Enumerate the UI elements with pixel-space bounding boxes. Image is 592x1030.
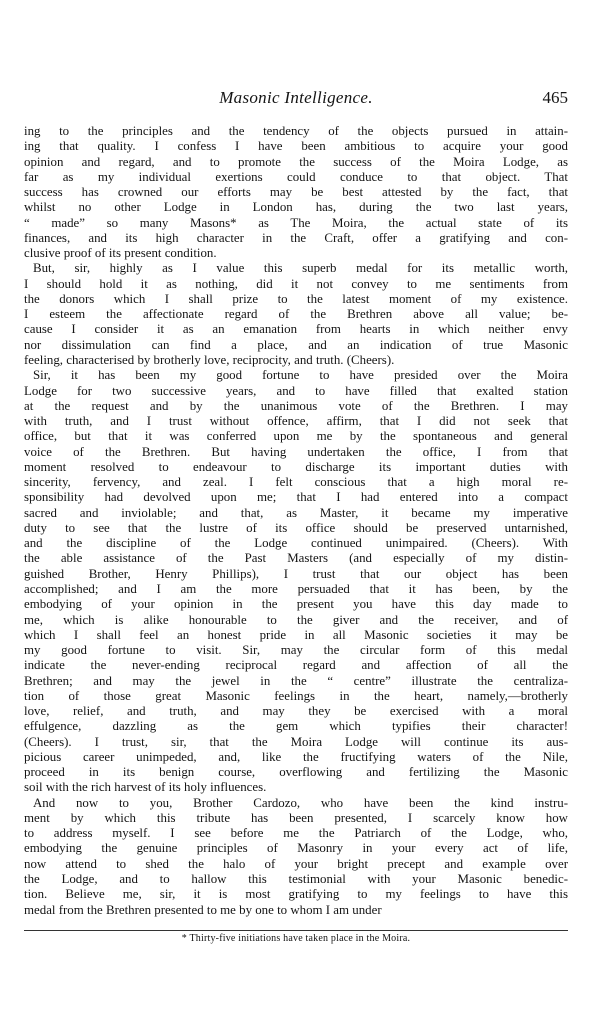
text-line: accomplished; and I am the more persuaded that it has been, by the [24, 581, 568, 596]
text-line: far as my individual exertions could conduce to that object. That [24, 169, 568, 184]
text-line: ing that quality. I confess I have been ambitious to acquire your good [24, 139, 568, 154]
paragraph [24, 261, 568, 368]
text-line: finances, and its high character in the Craft, offer a gratifying and con- [24, 230, 568, 245]
text-line: whilst no other Lodge in London has, during the two last years, [24, 200, 568, 215]
text-line: medal from the Brethren presented to me by one to whom I am under [24, 902, 382, 917]
text-line: (Cheers). I trust, sir, that the Moira Lodge will continue its aus- [24, 734, 568, 749]
text-line: embodying of your opinion in the present you have this day made to [24, 597, 568, 612]
text-line: Lodge for two successive years, and to have filled that exalted station [24, 383, 568, 398]
text-line: guished Brother, Henry Phillips), I trust that our object has been [24, 566, 568, 581]
text-line: But, sir, highly as I value this superb medal for its metallic worth, [33, 261, 568, 276]
text-line: voice of the Brethren. But having undertaken the office, I from that [24, 444, 568, 459]
paragraph [24, 124, 568, 261]
text-line: Sir, it has been my good fortune to have presided over the Moira [33, 368, 568, 383]
text-line: And now to you, Brother Cardozo, who have been the kind instru- [33, 795, 568, 810]
body-text [24, 124, 568, 918]
text-line: love, relief, and truth, and may they be exercised with a moral [24, 704, 568, 719]
text-line: soil with the rich harvest of its holy influences. [24, 780, 267, 795]
running-title: Masonic Intelligence. [219, 88, 373, 107]
paragraph [24, 368, 568, 795]
text-line: sponsibility had devolved upon me; that I had entered into a compact [24, 490, 568, 505]
text-line: feeling, characterised by brotherly love, reciprocity, and truth. (Cheers). [24, 352, 395, 367]
text-line: the Lodge, and to hallow this testimonial with your Masonic benedic- [24, 872, 568, 887]
text-line: success has crowned our efforts may be best attested by the fact, that [24, 185, 568, 200]
text-line: sincerity, fervency, and zeal. I felt conscious that a high moral re- [24, 475, 568, 490]
text-line: nor dissimulation can find a place, and an indication of true Masonic [24, 337, 568, 352]
footnote: * Thirty-five initiations have taken place in the Moira. [181, 933, 411, 944]
text-line: picious career unimpeded, and, like the fructifying waters of the Nile, [24, 749, 568, 764]
text-line: at the request and by the unanimous vote of the Brethren. I may [24, 398, 568, 413]
text-line: indicate the never-ending reciprocal regard and affection of all the [24, 658, 568, 673]
running-head [24, 88, 568, 112]
footnote-rule [24, 930, 568, 931]
text-line: moment resolved to endeavour to discharge its important duties with [24, 459, 568, 474]
text-line: sacred and inviolable; and that, as Master, it became my imperative [24, 505, 568, 520]
text-line: cause I consider it as an emanation from hearts in which neither envy [24, 322, 568, 337]
text-line: office, but that it was conferred upon me by the spontaneous and general [24, 429, 568, 444]
text-line: Brethren; and may the jewel in the “ centre” illustrate the centraliza- [24, 673, 568, 688]
text-line: clusive proof of its present condition. [24, 246, 217, 261]
text-line: with truth, and I trust without offence, affirm, that I did not seek that [24, 414, 568, 429]
text-line: which I shall feel an honest pride in all Masonic societies it may be [24, 627, 568, 642]
text-line: ment by which this tribute has been presented, I scarcely know how [24, 810, 568, 825]
text-line: ing to the principles and the tendency of the objects pursued in attain- [24, 124, 568, 138]
text-line: the able assistance of the Past Masters (and especially of my distin- [24, 551, 568, 566]
text-line: now attend to shed the halo of your bright precept and example over [24, 856, 568, 871]
text-line: I should hold it as nothing, did it not convey to me sentiments from [24, 276, 568, 291]
text-line: tion of those great Masonic feelings in the heart, namely,—brotherly [24, 688, 568, 703]
text-line: duty to see that the lustre of its office should be preserved untarnished, [24, 520, 568, 535]
text-line: the donors which I shall prize to the latest moment of my existence. [24, 291, 568, 306]
paragraph [24, 796, 568, 918]
text-line: proceed in its benign course, overflowing and fertilizing the Masonic [24, 765, 568, 780]
text-line: and the discipline of the Lodge continued unimpaired. (Cheers). With [24, 536, 568, 551]
text-line: tion. Believe me, sir, it is most gratifying to my feelings to have this [24, 887, 568, 902]
text-line: me, which is alike honourable to the giver and the receiver, and of [24, 612, 568, 627]
text-line: embodying the genuine principles of Masonry in your every act of life, [24, 841, 568, 856]
text-line: effulgence, dazzling as the gem which typifies their character! [24, 719, 568, 734]
text-line: “ made” so many Masons* as The Moira, the actual state of its [24, 215, 568, 230]
text-line: my good fortune to visit. Sir, may the circular form of this medal [24, 643, 568, 658]
text-line: I esteem the affectionate regard of the Brethren above all value; be- [24, 307, 568, 322]
page-number: 465 [542, 88, 568, 107]
text-line: to address myself. I see before me the Patriarch of the Lodge, who, [24, 826, 568, 841]
text-line: opinion and regard, and to promote the success of the Moira Lodge, as [24, 154, 568, 169]
